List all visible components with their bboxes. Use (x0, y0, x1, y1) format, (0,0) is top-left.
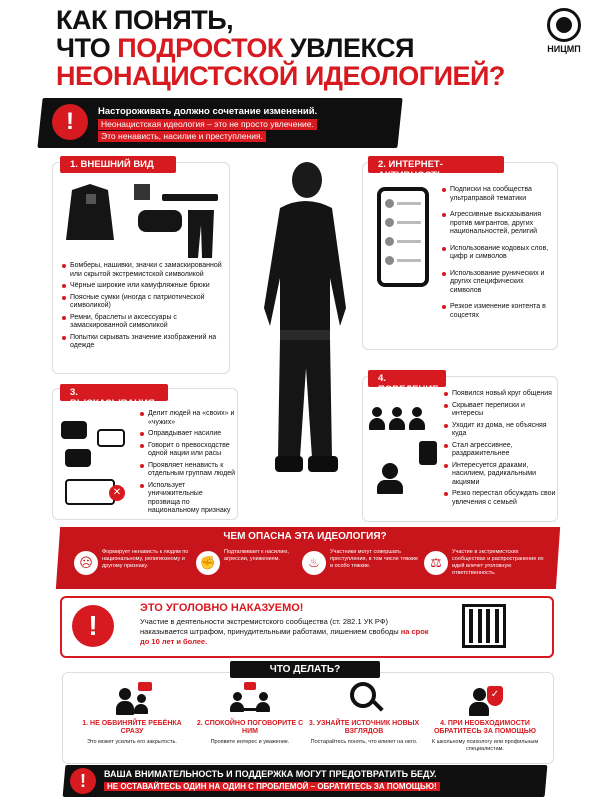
todo-item: 3. УЗНАЙТЕ ИСТОЧНИК НОВЫХ ВЗГЛЯДОВ Постарайтесь понять, что влияет на него. (304, 682, 424, 746)
message-icon (65, 479, 115, 505)
internet-list (442, 186, 554, 323)
person-icon (389, 407, 405, 430)
title-line-1: КАК ПОНЯТЬ, (56, 5, 234, 35)
list-item: Проявляет ненависть к отдельным группам людей (140, 462, 236, 479)
prison-bars-icon (462, 604, 506, 648)
list-item: Стал агрессивнее, раздражительнее (444, 442, 556, 459)
list-item: Появился новый круг общения (444, 390, 556, 399)
danger-item: ✊ Подталкивает к насилию, агрессии, унижениям. (196, 547, 314, 583)
conversation-table-icon (230, 682, 270, 716)
list-item: Уходит из дома, не объясняя куда (444, 422, 556, 439)
list-item: Попытки скрывать значение изображений на одежде (62, 334, 222, 351)
fist-icon: ✊ (196, 551, 220, 575)
title-accent: ПОДРОСТОК (117, 33, 283, 63)
list-item: Использование рунических и других специфических символов (442, 270, 554, 296)
what-to-do-title: ЧТО ДЕЛАТЬ? (230, 661, 380, 678)
list-item: Чёрные широкие или камуфляжные брюки (62, 282, 222, 291)
smartphone-icon (377, 187, 429, 287)
speech-bubble-icon (97, 429, 125, 447)
magnifier-person-icon (344, 682, 384, 716)
section-behavior-title: 4. ПОВЕДЕНИЕ (368, 370, 446, 387)
clothing-items-icon (62, 180, 222, 260)
criminal-text: Участие в деятельности экстремистского сообщества (ст. 282.1 УК РФ) наказывается штрафом, принудительными работами, лишением свободы на срок до 10 лет и более. (140, 617, 429, 646)
danger-item: ☹ Формирует ненависть к людям по национальному, религиозному и другому признаку. (74, 547, 192, 583)
list-item: Использует уничижительные прозвища по национальному признаку (140, 482, 236, 516)
list-item: Интересуется драками, насилием, радикальными акциями (444, 462, 556, 488)
list-item: Использование кодовых слов, цифр и символов (442, 245, 554, 262)
page-title (56, 6, 516, 90)
specialist-shield-icon: ✓ (465, 682, 505, 716)
section-internet-title: 2. ИНТЕРНЕТ-АКТИВНОСТЬ (368, 156, 504, 173)
todo-item: 2. СПОКОЙНО ПОГОВОРИТЕ С НИМ Проявите интерес и уважение. (190, 682, 310, 746)
list-item: Бомберы, нашивки, значки с замаскированной или скрытой экстремистской символикой (62, 262, 222, 279)
section-appearance-title: 1. ВНЕШНИЙ ВИД (60, 156, 176, 173)
title-line-2: ЧТО ПОДРОСТОК УВЛЕКСЯ (56, 33, 414, 63)
logo-text: НИЦМП (547, 44, 581, 54)
people-icon: ☹ (74, 551, 98, 575)
list-item: Оправдывает насилие (140, 430, 236, 439)
todo-item: 1. НЕ ОБВИНЯЙТЕ РЕБЁНКА СРАЗУ Это может усилить его закрытость. (72, 682, 192, 746)
list-item: Ремни, браслеты и аксессуары с замаскированной символикой (62, 314, 222, 331)
scales-icon: ⚖ (424, 551, 448, 575)
person-icon (369, 407, 385, 430)
logo (536, 8, 592, 54)
criminal-title: ЭТО УГОЛОВНО НАКАЗУЕМО! (140, 602, 304, 614)
list-item: Скрывает переписки и интересы (444, 402, 556, 419)
list-item: Резко перестал обсуждать свои увлечения с семьей (444, 490, 556, 507)
parent-child-icon (112, 682, 152, 716)
teen-silhouette-figure (250, 158, 360, 488)
list-item: Подписки на сообщества ультраправой тематики (442, 186, 554, 203)
section-statements-title: 3. ВЫСКАЗЫВАНИЯ (60, 384, 168, 401)
danger-title: ЧЕМ ОПАСНА ЭТА ИДЕОЛОГИЯ? (223, 531, 387, 542)
todo-item: ✓ 4. ПРИ НЕОБХОДИМОСТИ ОБРАТИТЕСЬ ЗА ПОМОЩЬЮ К школьному психологу или профильным специалистам. (420, 682, 550, 753)
cross-icon: ✕ (109, 485, 125, 501)
list-item: Говорит о превосходстве одной нации или расы (140, 442, 236, 459)
behavior-list (444, 390, 556, 510)
danger-item: ⚖ Участие в экстремистских сообществах и распространение их идей влечет уголовную ответственность. (424, 547, 554, 583)
title-line-3: НЕОНАЦИСТСКОЙ ИДЕОЛОГИЕЙ? (56, 61, 505, 91)
exclamation-icon: ! (70, 768, 96, 794)
list-item: Делит людей на «своих» и «чужих» (140, 410, 236, 427)
list-item: Поясные сумки (иногда с патриотической символикой) (62, 294, 222, 311)
person-icon (409, 407, 425, 430)
fist-icon (419, 441, 437, 465)
footer-line-1: ВАША ВНИМАТЕЛЬНОСТЬ И ПОДДЕРЖКА МОГУТ ПРЕДОТВРАТИТЬ БЕДУ. (104, 769, 437, 779)
statements-list (140, 410, 236, 519)
exclamation-icon: ! (72, 605, 114, 647)
appearance-list (62, 262, 222, 354)
exclamation-icon: ! (52, 104, 88, 140)
list-item: Агрессивные высказывания против мигрантов, других национальностей, религий (442, 211, 554, 237)
hooded-person-laptop-icon (377, 463, 403, 494)
footer-line-2: НЕ ОСТАВАЙТЕСЬ ОДИН НА ОДИН С ПРОБЛЕМОЙ – ОБРАТИТЕСЬ ЗА ПОМОЩЬЮ! (104, 782, 440, 791)
speech-bubble-icon (65, 449, 91, 467)
logo-emblem-icon (547, 8, 581, 42)
danger-item: ♨ Участники могут совершать преступления, в том числе тяжкие и особо тяжкие. (302, 547, 420, 583)
fire-icon: ♨ (302, 551, 326, 575)
speech-bubble-icon (61, 421, 87, 439)
alert-text: Настороживать должно сочетание изменений. Неонацистская идеология – это не просто увлечение. Это ненависть, насилие и преступления. (98, 106, 318, 141)
list-item: Резкое изменение контента в соцсетях (442, 303, 554, 320)
